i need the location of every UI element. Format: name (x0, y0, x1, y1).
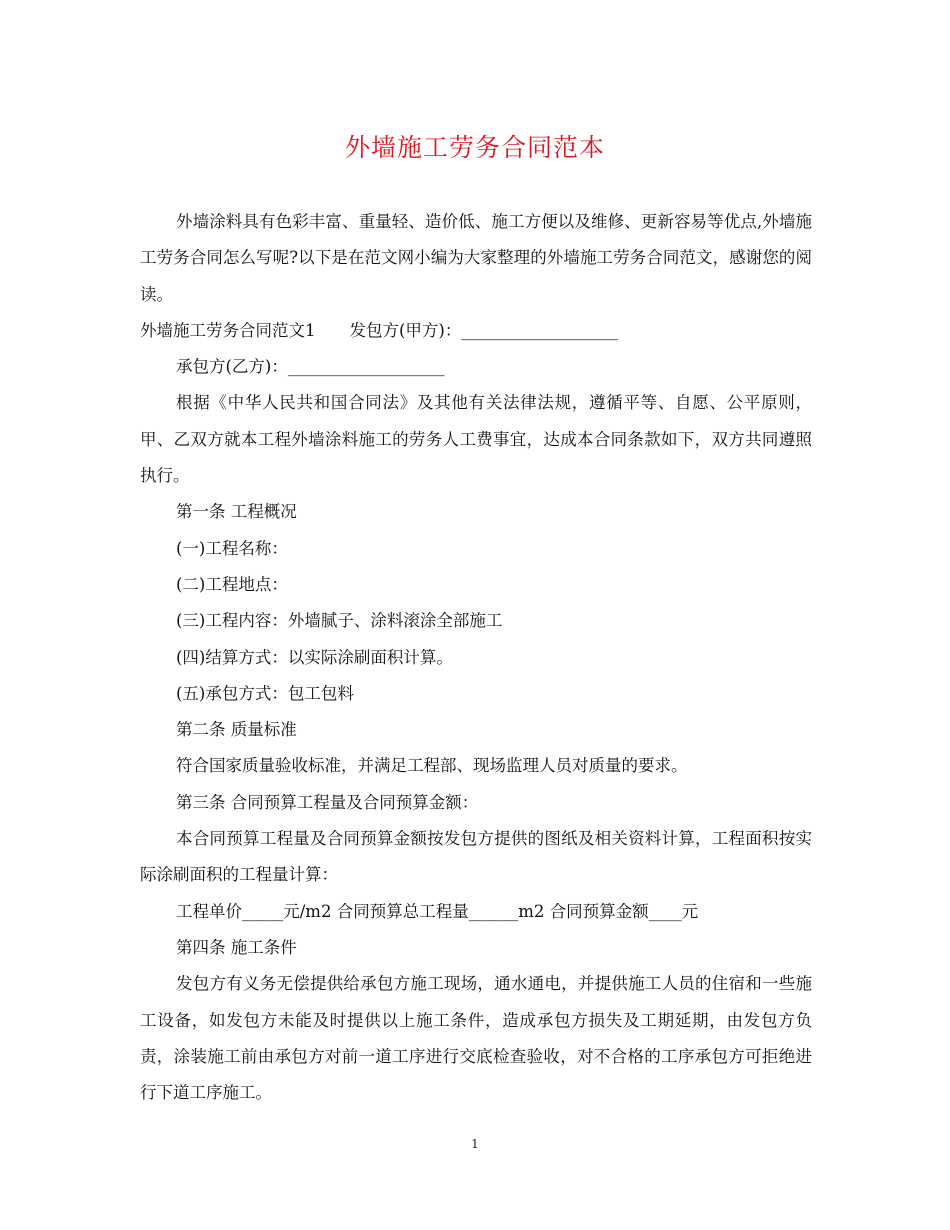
preamble-paragraph: 根据《中华人民共和国合同法》及其他有关法律法规，遵循平等、自愿、公平原则，甲、乙双方就本工程外墙涂料施工的劳务人工费事宜，达成本合同条款如下，双方共同遵照执行。 (140, 393, 812, 486)
document-title: 外墙施工劳务合同范本 (344, 133, 605, 162)
project-content-line: (三)工程内容：外墙腻子、涂料滚涂全部施工 (176, 611, 503, 631)
sample-heading-line (140, 313, 812, 349)
document-body (140, 204, 812, 1111)
page-number: 1 (471, 1137, 479, 1151)
party-b-line: 承包方(乙方)：___________________ (176, 357, 445, 377)
quality-standard-paragraph: 符合国家质量验收标准，并满足工程部、现场监理人员对质量的要求。 (176, 756, 688, 776)
project-name-line: (一)工程名称： (176, 538, 288, 558)
article-2-heading: 第二条 质量标准 (176, 720, 297, 740)
contract-method-line: (五)承包方式：包工包料 (176, 683, 354, 703)
article-3-heading: 第三条 合同预算工程量及合同预算金额： (176, 792, 479, 812)
sample-heading-label: 外墙施工劳务合同范文1 (140, 320, 316, 340)
settlement-method-line: (四)结算方式：以实际涂刷面积计算。 (176, 647, 453, 667)
construction-conditions-paragraph: 发包方有义务无偿提供给承包方施工现场，通水通电，并提供施工人员的住宿和一些施工设备，如发包方未能及时提供以上施工条件，造成承包方损失及工期延期，由发包方负责，涂装施工前由承包方对前一道工序进行交底检查验收，对不合格的工序承包方可拒绝进行下道工序施工。 (140, 974, 812, 1103)
unit-price-line: 工程单价_____元/m2 合同预算总工程量______m2 合同预算金额____元 (176, 901, 699, 921)
project-location-line: (二)工程地点： (176, 574, 288, 594)
article-1-heading: 第一条 工程概况 (176, 502, 297, 522)
party-a-line: 发包方(甲方)：___________________ (349, 320, 619, 340)
article-4-heading: 第四条 施工条件 (176, 937, 297, 957)
budget-paragraph: 本合同预算工程量及合同预算金额按发包方提供的图纸及相关资料计算，工程面积按实际涂刷面积的工程量计算： (140, 829, 812, 885)
intro-paragraph: 外墙涂料具有色彩丰富、重量轻、造价低、施工方便以及维修、更新容易等优点,外墙施工劳务合同怎么写呢?以下是在范文网小编为大家整理的外墙施工劳务合同范文，感谢您的阅读。 (140, 212, 812, 304)
